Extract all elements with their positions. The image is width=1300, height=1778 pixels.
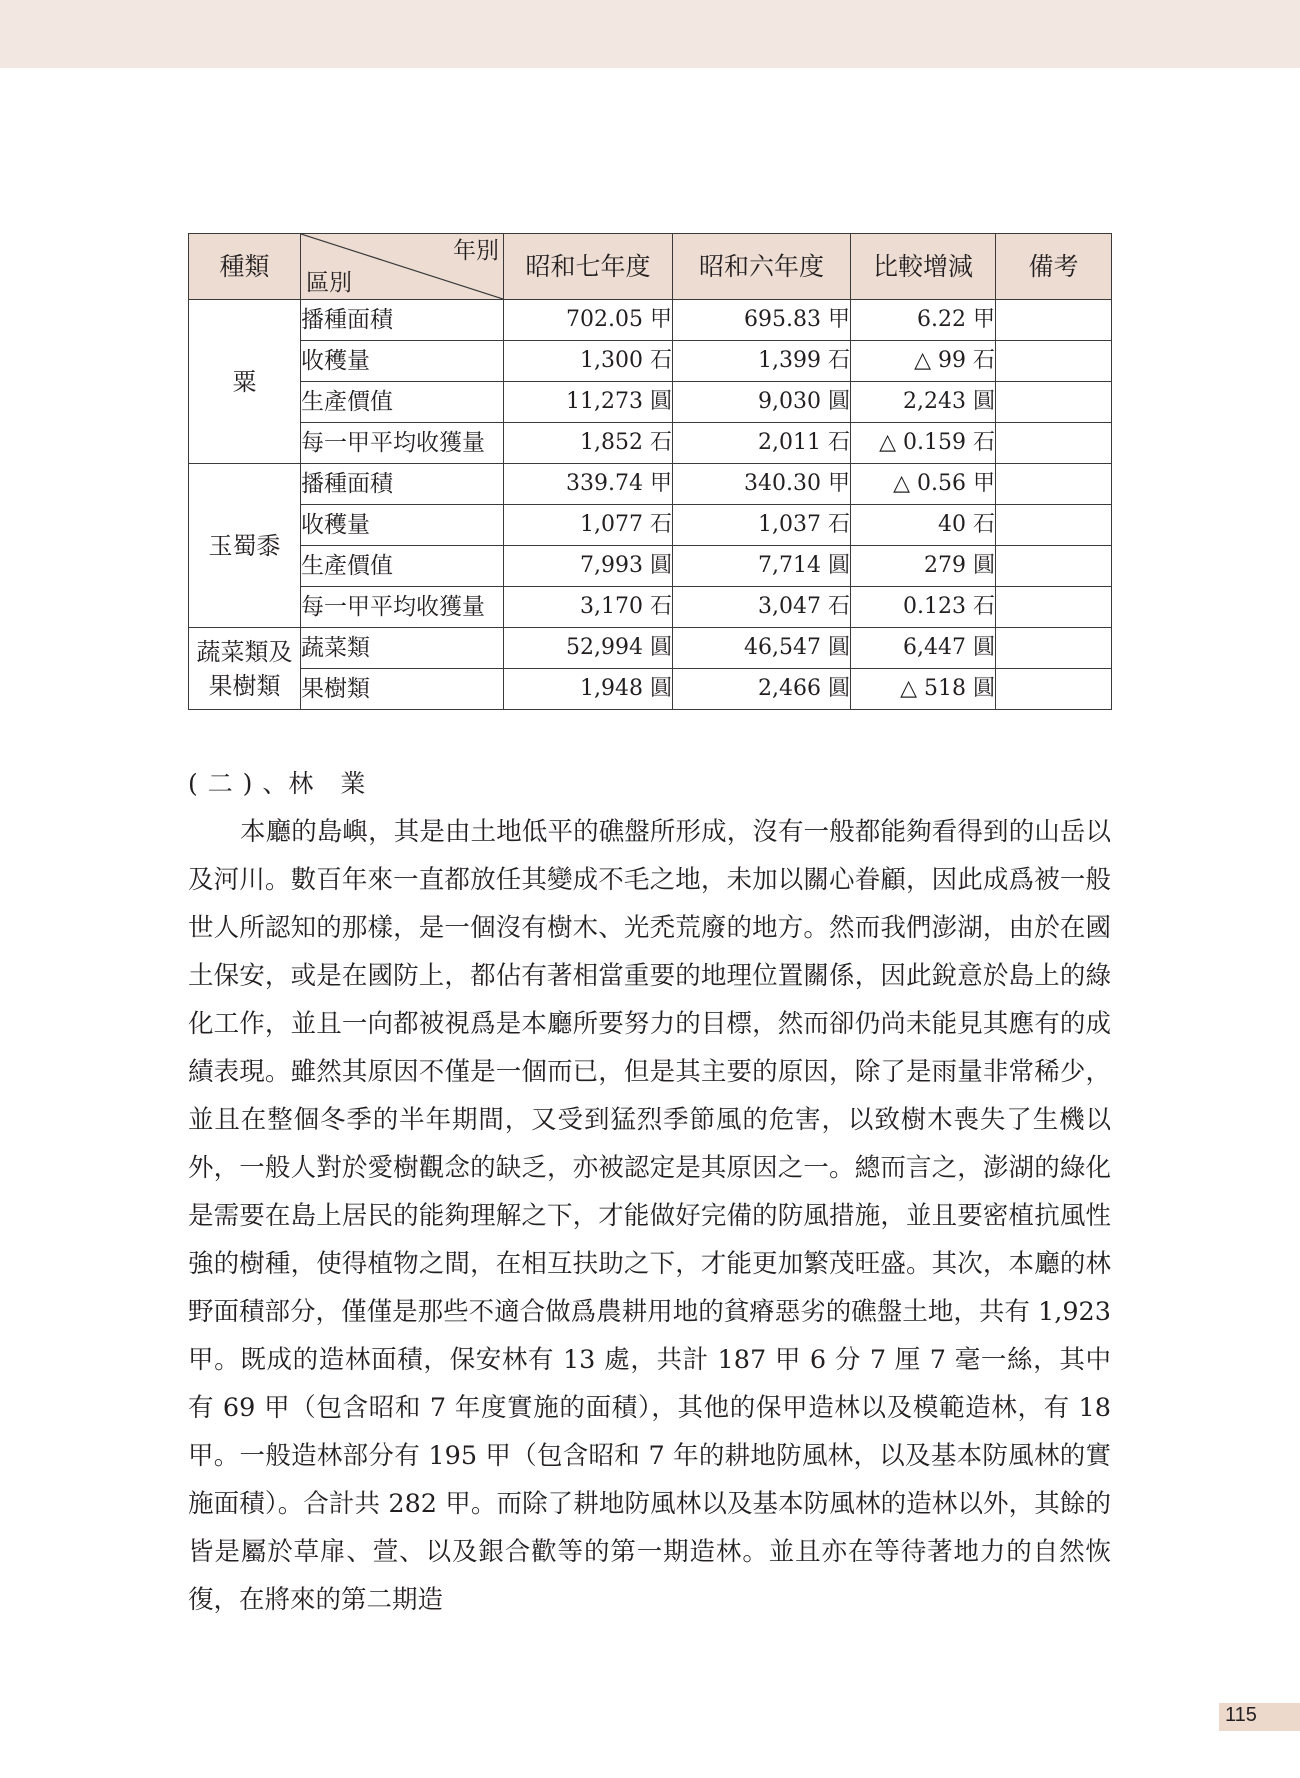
header-zone: 區別: [306, 270, 352, 296]
row-diff-value: 6.22 甲: [851, 300, 996, 341]
row-showa-6-value: 9,030 圓: [673, 382, 851, 423]
forestry-paragraph: 本廳的島嶼，其是由土地低平的礁盤所形成，沒有一般都能夠看得到的山岳以及河川。數百年來一直都放任其變成不毛之地，未加以關心眷顧，因此成爲被一般世人所認知的那樣，是一個沒有樹木、光禿荒廢的地方。然而我們澎湖，由於在國土保安，或是在國防上，都佔有著相當重要的地理位置關係，因此銳意於島上的綠化工作，並且一向都被視爲是本廳所要努力的目標，然而卻仍尚未能見其應有的成績表現。雖然其原因不僅是一個而已，但是其主要的原因，除了是雨量非常稀少，並且在整個冬季的半年期間，又受到猛烈季節風的危害，以致樹木喪失了生機以外，一般人對於愛樹觀念的缺乏，亦被認定是其原因之一。總而言之，澎湖的綠化是需要在島上居民的能夠理解之下，才能做好完備的防風措施，並且要密植抗風性強的樹種，使得植物之間，在相互扶助之下，才能更加繁茂旺盛。其次，本廳的林野面積部分，僅僅是那些不適合做爲農耕用地的貧瘠惡劣的礁盤土地，共有 1,923 甲。既成的造林面積，保安林有 13 處，共計 187 甲 6 分 7 厘 7 毫一絲，其中有 69 甲（包含昭和 7 年度實施的面積），其他的保甲造林以及模範造林，有 18 甲。一般造林部分有 195 甲（包含昭和 7 年的耕地防風林，以及基本防風林的實施面積）。合計共 282 甲。而除了耕地防風林以及基本防風林的造林以外，其餘的皆是屬於草扉、萱、以及銀合歡等的第一期造林。並且亦在等待著地力的自然恢復，在將來的第二期造: [188, 817, 1111, 1615]
header-diagonal-cell: [301, 234, 504, 300]
row-item: 生產價值: [301, 546, 504, 587]
row-note: [996, 382, 1112, 423]
row-diff-value: △ 0.56 甲: [851, 464, 996, 505]
row-item: 蔬菜類: [301, 628, 504, 669]
row-item: 每一甲平均收獲量: [301, 423, 504, 464]
header-showa-7: 昭和七年度: [504, 234, 673, 300]
table-row: [189, 587, 1112, 628]
row-showa-6-value: 1,037 石: [673, 505, 851, 546]
row-showa-6-value: 695.83 甲: [673, 300, 851, 341]
table-row: [189, 464, 1112, 505]
row-note: [996, 669, 1112, 710]
row-note: [996, 423, 1112, 464]
row-item: 收穫量: [301, 341, 504, 382]
row-diff-value: 6,447 圓: [851, 628, 996, 669]
row-showa-7-value: 3,170 石: [504, 587, 673, 628]
row-note: [996, 464, 1112, 505]
row-item: 果樹類: [301, 669, 504, 710]
table-row: [189, 546, 1112, 587]
row-note: [996, 587, 1112, 628]
row-showa-6-value: 46,547 圓: [673, 628, 851, 669]
header-remarks: 備考: [996, 234, 1112, 300]
group-vegetables-fruit: [189, 628, 301, 710]
table-row: [189, 423, 1112, 464]
row-item: 播種面積: [301, 300, 504, 341]
row-note: [996, 300, 1112, 341]
row-showa-6-value: 3,047 石: [673, 587, 851, 628]
row-diff-value: 279 圓: [851, 546, 996, 587]
row-showa-7-value: 11,273 圓: [504, 382, 673, 423]
row-showa-7-value: 7,993 圓: [504, 546, 673, 587]
row-item: 收穫量: [301, 505, 504, 546]
crop-statistics-table: [188, 233, 1112, 710]
row-note: [996, 341, 1112, 382]
table-row: [189, 669, 1112, 710]
table-header-row: [189, 234, 1112, 300]
group-name-line-1: 蔬菜類及: [196, 637, 293, 666]
group-millet: 粟: [189, 300, 301, 464]
top-header-band: [0, 0, 1300, 68]
row-showa-7-value: 1,852 石: [504, 423, 673, 464]
table-row: [189, 628, 1112, 669]
group-name-line-2: 果樹類: [208, 671, 281, 700]
table-row: [189, 341, 1112, 382]
section-heading-forestry: ( 二 ) 、林 業: [188, 769, 367, 798]
header-showa-6: 昭和六年度: [673, 234, 851, 300]
row-showa-7-value: 52,994 圓: [504, 628, 673, 669]
row-showa-6-value: 2,011 石: [673, 423, 851, 464]
row-item: 播種面積: [301, 464, 504, 505]
row-showa-7-value: 1,077 石: [504, 505, 673, 546]
row-note: [996, 546, 1112, 587]
row-showa-6-value: 1,399 石: [673, 341, 851, 382]
row-diff-value: △ 518 圓: [851, 669, 996, 710]
row-showa-6-value: 340.30 甲: [673, 464, 851, 505]
header-year: 年別: [453, 238, 499, 264]
header-comparison: 比較增減: [851, 234, 996, 300]
row-showa-7-value: 702.05 甲: [504, 300, 673, 341]
table-row: [189, 505, 1112, 546]
row-showa-6-value: 2,466 圓: [673, 669, 851, 710]
table-row: [189, 300, 1112, 341]
row-diff-value: 0.123 石: [851, 587, 996, 628]
row-item: 生產價值: [301, 382, 504, 423]
row-diff-value: △ 0.159 石: [851, 423, 996, 464]
row-showa-7-value: 1,948 圓: [504, 669, 673, 710]
row-showa-7-value: 1,300 石: [504, 341, 673, 382]
row-note: [996, 628, 1112, 669]
group-corn: 玉蜀黍: [189, 464, 301, 628]
row-item: 每一甲平均收獲量: [301, 587, 504, 628]
row-showa-7-value: 339.74 甲: [504, 464, 673, 505]
page-number: 115: [1225, 1704, 1257, 1726]
table-row: [189, 382, 1112, 423]
header-type: 種類: [189, 234, 301, 300]
row-showa-6-value: 7,714 圓: [673, 546, 851, 587]
row-diff-value: 2,243 圓: [851, 382, 996, 423]
row-diff-value: △ 99 石: [851, 341, 996, 382]
row-diff-value: 40 石: [851, 505, 996, 546]
crop-statistics-table-container: [188, 233, 1111, 710]
row-note: [996, 505, 1112, 546]
